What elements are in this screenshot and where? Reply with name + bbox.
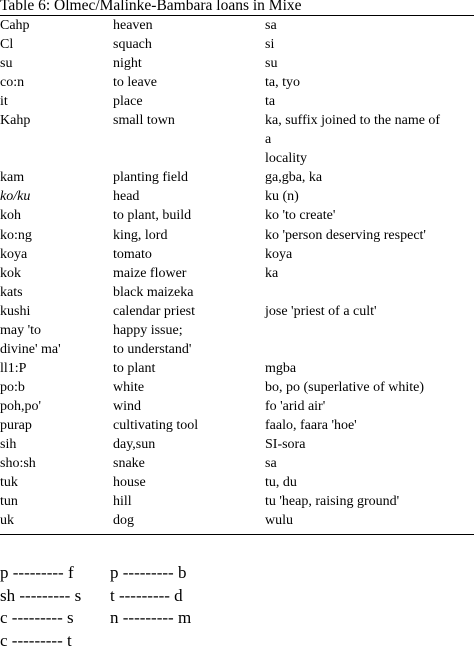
mixe-word: ko:ng bbox=[0, 227, 32, 243]
gloss: head bbox=[113, 189, 140, 205]
gloss: white bbox=[113, 379, 145, 395]
table-row bbox=[0, 416, 474, 435]
mixe-word bbox=[0, 149, 113, 168]
table-row bbox=[0, 168, 474, 187]
table-row bbox=[0, 435, 474, 454]
mande-source: a bbox=[265, 132, 272, 148]
mixe-word: kam bbox=[0, 170, 25, 186]
sound-correspondences bbox=[0, 562, 191, 652]
table-row bbox=[0, 264, 474, 283]
mande-source: tu 'heap, raising ground' bbox=[265, 494, 400, 510]
table-bottom-rule bbox=[0, 534, 474, 535]
mande-source: su bbox=[265, 56, 278, 72]
table-row bbox=[0, 340, 474, 359]
gloss: dog bbox=[113, 513, 134, 529]
gloss: wind bbox=[113, 398, 141, 414]
gloss: maize flower bbox=[113, 265, 187, 281]
mixe-word: divine' ma' bbox=[0, 341, 61, 357]
table-row bbox=[0, 321, 474, 340]
gloss: house bbox=[113, 475, 146, 491]
table-row bbox=[0, 454, 474, 473]
table-row bbox=[0, 92, 474, 111]
table-row bbox=[0, 359, 474, 378]
mixe-word: poh,po' bbox=[0, 398, 42, 414]
mixe-word: ko/ku bbox=[0, 189, 31, 205]
table-row bbox=[0, 111, 474, 130]
table-row bbox=[0, 283, 474, 302]
mixe-word: koh bbox=[0, 208, 21, 224]
mixe-word: sho:sh bbox=[0, 456, 36, 472]
mande-source bbox=[265, 283, 474, 302]
gloss: king, lord bbox=[113, 227, 168, 243]
mixe-word: koya bbox=[0, 246, 28, 262]
correspondence-row bbox=[0, 607, 191, 630]
mande-source: ko 'to create' bbox=[265, 208, 336, 224]
mixe-word: it bbox=[0, 94, 8, 110]
gloss: to understand' bbox=[113, 341, 192, 357]
correspondence-right: t --------- d bbox=[110, 585, 183, 605]
table-row bbox=[0, 187, 474, 206]
gloss: hill bbox=[113, 494, 132, 510]
gloss: to plant bbox=[113, 360, 156, 376]
mande-source: ta, tyo bbox=[265, 75, 300, 91]
table-row bbox=[0, 54, 474, 73]
mande-source: faalo, faara 'hoe' bbox=[265, 417, 357, 433]
mande-source bbox=[265, 321, 474, 340]
gloss: tomato bbox=[113, 246, 152, 262]
mixe-word: uk bbox=[0, 513, 14, 529]
table-row bbox=[0, 397, 474, 416]
mande-source: ka bbox=[265, 265, 279, 281]
mande-source: ka, suffix joined to the name of bbox=[265, 113, 441, 129]
table-row bbox=[0, 206, 474, 225]
correspondence-left: p --------- f bbox=[0, 563, 74, 582]
mixe-word: tuk bbox=[0, 475, 18, 491]
correspondence-row bbox=[0, 562, 191, 585]
correspondence-right: n --------- m bbox=[110, 608, 192, 627]
gloss: squach bbox=[113, 37, 152, 53]
gloss: calendar priest bbox=[113, 303, 196, 319]
table-row bbox=[0, 149, 474, 168]
mixe-word: po:b bbox=[0, 379, 25, 395]
gloss: black maizeka bbox=[113, 284, 194, 300]
table-row bbox=[0, 511, 474, 530]
gloss: to plant, build bbox=[113, 208, 192, 224]
gloss: place bbox=[113, 94, 143, 110]
mande-source: bo, po (superlative of white) bbox=[265, 379, 425, 395]
table-row bbox=[0, 473, 474, 492]
correspondence-row bbox=[0, 630, 191, 653]
gloss: day,sun bbox=[113, 437, 156, 453]
correspondence-left: sh --------- s bbox=[0, 585, 82, 605]
mixe-word: kats bbox=[0, 284, 23, 300]
mande-source: SI-sora bbox=[265, 437, 306, 453]
mande-source: fo 'arid air' bbox=[265, 398, 326, 414]
gloss: night bbox=[113, 56, 142, 72]
table-row bbox=[0, 130, 474, 149]
gloss: small town bbox=[113, 113, 175, 129]
mixe-word: su bbox=[0, 56, 13, 72]
mande-source: locality bbox=[265, 151, 307, 167]
correspondence-left: c --------- s bbox=[0, 608, 74, 627]
mixe-word: Kahp bbox=[0, 113, 31, 129]
gloss: to leave bbox=[113, 75, 157, 91]
mande-source: sa bbox=[265, 456, 277, 472]
gloss bbox=[113, 149, 265, 168]
gloss: heaven bbox=[113, 18, 153, 33]
table-row bbox=[0, 16, 474, 35]
mande-source: ku (n) bbox=[265, 189, 299, 205]
mande-source: mgba bbox=[265, 360, 297, 376]
table-row bbox=[0, 378, 474, 397]
gloss bbox=[113, 130, 265, 149]
mande-source: ga,gba, ka bbox=[265, 170, 323, 186]
mande-source: ta bbox=[265, 94, 276, 110]
table-row bbox=[0, 245, 474, 264]
table-row bbox=[0, 302, 474, 321]
gloss: planting field bbox=[113, 170, 189, 186]
correspondence-left: c --------- t bbox=[0, 630, 72, 650]
mande-source: sa bbox=[265, 18, 277, 33]
mixe-word: tun bbox=[0, 494, 18, 510]
gloss: cultivating tool bbox=[113, 417, 199, 433]
gloss: snake bbox=[113, 456, 145, 472]
mixe-word: kushi bbox=[0, 303, 31, 319]
mande-source: ko 'person deserving respect' bbox=[265, 227, 426, 243]
correspondence-right: p --------- b bbox=[110, 563, 187, 582]
mixe-word: co:n bbox=[0, 75, 25, 91]
mixe-word: sih bbox=[0, 437, 17, 453]
mixe-word: Cl bbox=[0, 37, 14, 53]
mande-source: koya bbox=[265, 246, 293, 262]
mande-source: tu, du bbox=[265, 475, 297, 491]
table-row bbox=[0, 226, 474, 245]
table-caption: Table 6: Olmec/Malinke-Bambara loans in Mixe bbox=[0, 0, 302, 14]
mande-source: jose 'priest of a cult' bbox=[265, 303, 377, 319]
correspondence-row bbox=[0, 585, 191, 608]
gloss: happy issue; bbox=[113, 322, 183, 338]
mixe-word bbox=[0, 130, 113, 149]
loans-table bbox=[0, 16, 474, 530]
mixe-word: Cahp bbox=[0, 18, 30, 33]
table-row bbox=[0, 73, 474, 92]
mixe-word: may 'to bbox=[0, 322, 42, 338]
mande-source: wulu bbox=[265, 513, 293, 529]
mixe-word: purap bbox=[0, 417, 32, 433]
table-row bbox=[0, 492, 474, 511]
mande-source bbox=[265, 340, 474, 359]
table-row bbox=[0, 35, 474, 54]
mixe-word: ll1:P bbox=[0, 360, 27, 376]
mande-source: si bbox=[265, 37, 275, 53]
mixe-word: kok bbox=[0, 265, 21, 281]
